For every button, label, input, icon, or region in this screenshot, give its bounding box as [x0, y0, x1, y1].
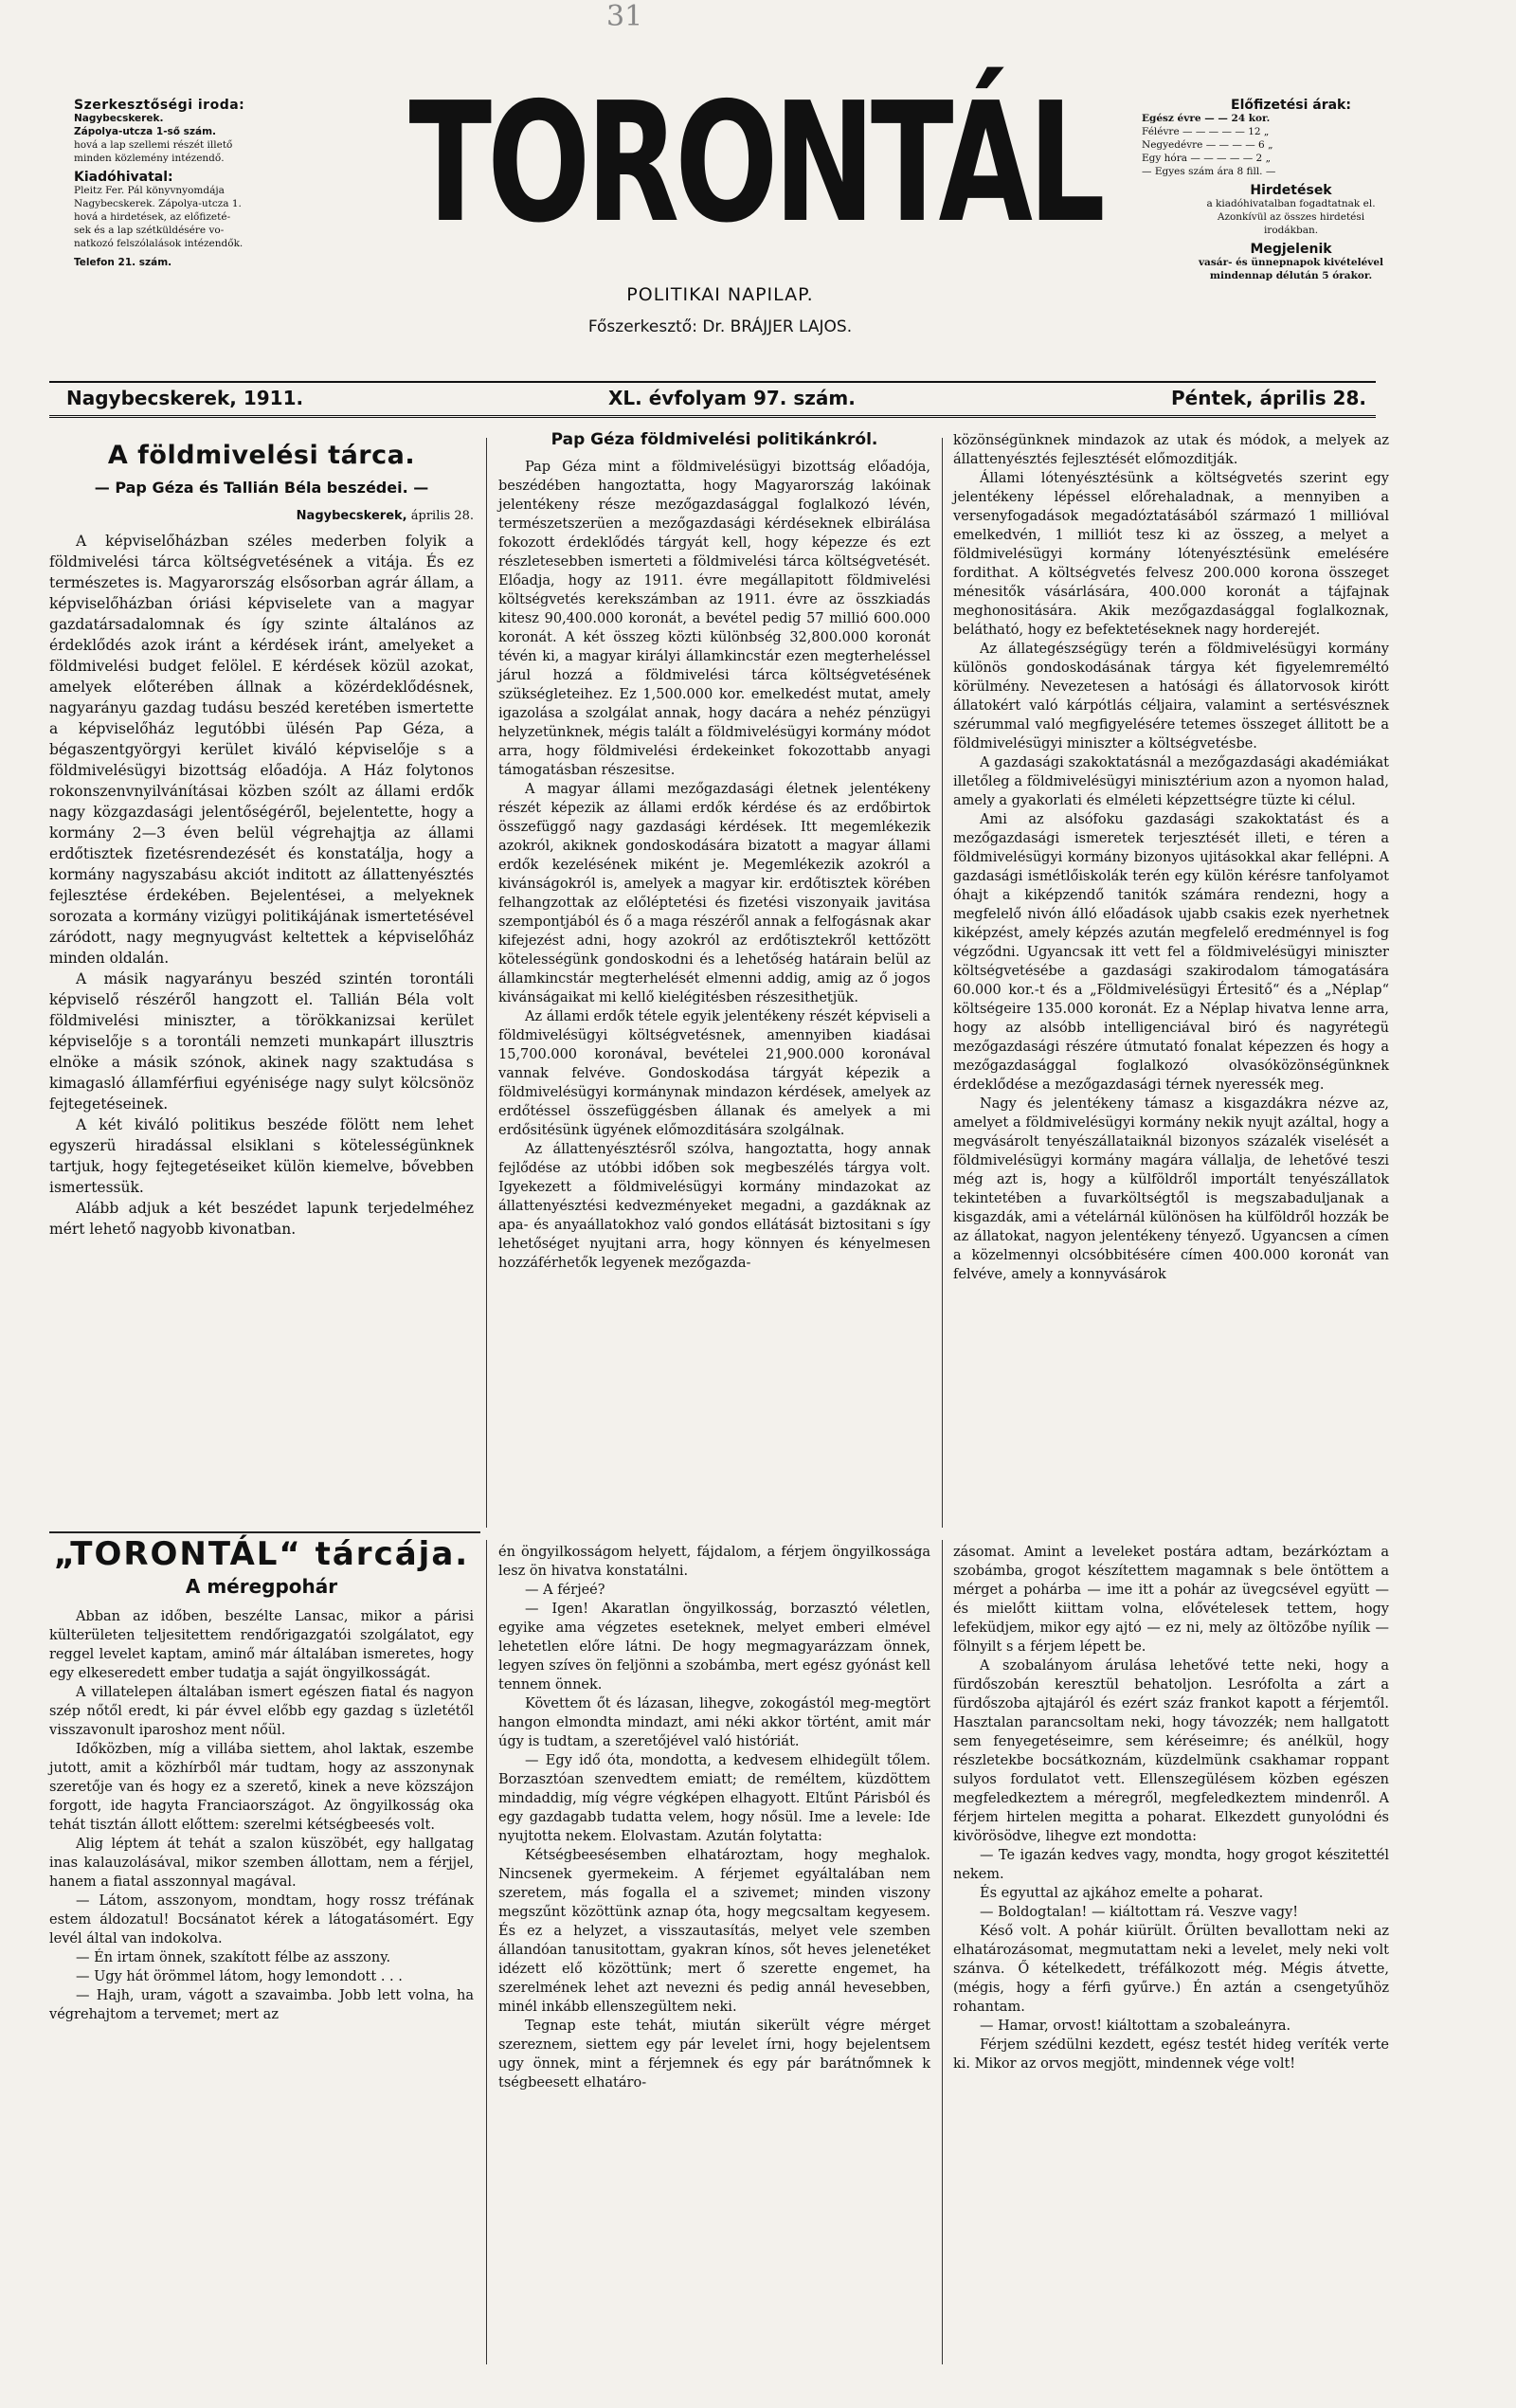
article-paragraph: Az állategészségügy terén a földmivelésügyi kormány különös gondoskodásának tárgya két figyelemreméltó körülmény. Nevezetesen a hatósági és állatorvosok kirótt állatokért való kárpótlás céljaira, valamint a sertésvésznek szérummal való megfigyelésére tetemes összeget állitott be a földmivelésügyi miniszter a költségvetésbe.	[953, 642, 1389, 751]
article-paragraph: Az állattenyésztésről szólva, hangoztatta, hogy annak fejlődése az utóbbi időben sok megbeszélés tárgya volt. Igyekezett a földmivelésügyi kormány mindazokat az állattenyésztési kedvezményeket megadni, a gazdáknak az apa- és anyaállatokhoz való gondos ellátását biztositani s így lehetőséget nyujtani arra, hogy könnyen és kényelmesen hozzáférhetők legyenek mezőgazda-	[498, 1142, 930, 1271]
feuilleton-paragraph: — Hamar, orvost! kiáltottam a szobaleányra.	[980, 2019, 1291, 2034]
dateline-place-year: Nagybecskerek, 1911.	[66, 387, 304, 409]
publisher-line: hová a hirdetések, az előfizeté-	[74, 211, 231, 223]
appears-line: mindennap délután 5 órakor.	[1209, 270, 1373, 281]
feuilleton-paragraph: És egyuttal az ajkához emelte a poharat.	[980, 1886, 1264, 1901]
article-2-title: Pap Géza földmivelési politikánkról.	[550, 430, 878, 449]
subscription-title: Előfizetési árak:	[1231, 98, 1351, 113]
feuilleton-column-3	[953, 1543, 1389, 2073]
article-column-3	[953, 431, 1389, 1284]
article-paragraph: Alább adjuk a két beszédet lapunk terjedelméhez mért lehető nagyobb kivonatban.	[49, 1200, 474, 1238]
feuilleton-paragraph: — Ugy hát örömmel látom, hogy lemondott . . .	[76, 1969, 403, 1984]
feuilleton-paragraph: Követtem őt és lázasan, lihegve, zokogástól meg-megtört hangon elmondta mindazt, ami néki akkor történt, amit már úgy is tudtam, a szeretőjével való históriát.	[498, 1696, 930, 1749]
feuilleton-paragraph: Kétségbeesésemben elhatároztam, hogy meghalok. Nincsenek gyermekeim. A férjemet egyáltalában nem szeretem, más fogalla el a szivemet; minden viszony megszűnt közöttünk aznap óta, hogy megcsaltam kegyesem. És ez a helyzet, a visszautasítás, melyet vele szemben állandóan tanusitottam, gyakran kínos, sőt heves jelenetéket idézett elő közöttünk; mert ő szerette engemet, ha szerelmének lehet azt nevezni és pedig annál hevesebben, minél inkább ellenszegültem neki.	[498, 1848, 930, 2015]
article-paragraph: A magyar állami mezőgazdasági életnek jelentékeny részét képezik az állami erdők kérdése és az erdőbirtok összefüggő nagy gazdasági kérdések. Itt megemlékezik azokról, akiknek gondoskodására bizatott a magyar állami erdők kezelésének miként je. Megemlékezik azokról a kivánságokról is, amelyek a magyar kir. erdőtisztek körében felhangzottak az előléptetési és fizetési viszonyaik javitása szempontjából és ő a maga részéről annak a felfogásnak akar kifejezést adni, hogy azokról az erdőtisztekről kettőzött kötelességünk gondoskodni és a lehetőség határain belül az államkincstár megterhelését elmenni addig, amig az ő jogos kivánságaikat mi kellő kielégitésben részesithetjük.	[498, 782, 930, 1005]
article-paragraph: A két kiváló politikus beszéde fölött nem lehet egyszerü hiradással elsiklani s kötelességünknek tartjuk, hogy fejtegetéseiket külön kiemelve, bővebben ismertessük.	[49, 1116, 474, 1196]
editorial-office-title: Szerkesztőségi iroda:	[74, 98, 245, 113]
feuilleton-paragraph: Időközben, míg a villába siettem, ahol laktak, eszembe jutott, amit a közhírből már tudtam, hogy az asszonynak szeretője van és hogy ez a szerető, kinek a neve közszájon forgott, ide hagyta Franciaországot. Az öngyilkosság oka tehát tisztán állott előttem: szerelmi kétségbeesés volt.	[49, 1742, 474, 1833]
editor-in-chief: Főszerkesztő: Dr. BRÁJJER LAJOS.	[587, 317, 853, 336]
editorial-line: minden közlemény intézendő.	[74, 153, 225, 164]
feuilleton-paragraph: — Te igazán kedves vagy, mondta, hogy grogot készitettél nekem.	[953, 1848, 1389, 1882]
feuilleton-paragraph: Tegnap este tehát, miután sikerült végre mérget szereznem, siettem egy pár levelet írni, hogy bejelentsem ugy önnek, mint a férjemnek és egy pár barátnőmnek k tségbeesett elhatáro-	[498, 2019, 930, 2091]
article-date: április 28.	[410, 509, 474, 523]
article-paragraph: Pap Géza mint a földmivelésügyi bizottság előadója, beszédében hangoztatta, hogy Magyarország lakóinak jelentékeny része mezőgazdasággal foglalkozó lévén, természetszerüen a mezőgazdasági kérdéseknek elbirálása fokozott érdeklődés tárgyát kell, hogy képezze és ezt részletesebben ismerteti a földmivelési tárca költségvetését. Előadja, hogy az 1911. évre megállapitott földmivelési költségvetés kerekszámban az 1911. évre az összkiadás kitesz 90,400.000 koronát, a bevétel pedig 57 millió 600.000 koronát. A két összeg közti különbség 32,800.000 koronát tévén ki, a magyar királyi államkincstár ezen megterheléssel járul hozzá a földmivelési tárca költségvetésének szükségleteihez. Ez 1,500.000 kor. emelkedést mutat, amely igazolása a szolgálat annak, hogy dacára a nehéz pénzügyi helyzetünknek, mégis talált a földmivelésügyi kormány módot arra, hogy földmivelési érdekeinket fokozottabb anyagi támogatásban részesitse.	[498, 460, 930, 778]
editorial-line: Zápolya-utcza 1-ső szám.	[74, 126, 217, 137]
editorial-line: hová a lap szellemi részét illető	[74, 139, 233, 151]
dateline-date: Péntek, április 28.	[1171, 387, 1366, 409]
article-paragraph: Nagy és jelentékeny támasz a kisgazdákra nézve az, amelyet a földmivelésügyi kormány nekik nyujt azáltal, hogy a megvásárolt tenyészállataiknál bizonyos százalék viselését a földmivelésügyi kormány magára vállalja, de lehetővé teszi még azt is, hogy a külföldről importált tenyészállatok tekintetében a fuvarköltségtől is megszabaduljanak a kisgazdák, ami a vételárnál különösen ha külföldről hozzák be az állatokat, nagyon jelentékeny tényező. Ugyancsen a címen a közelmennyi olcsóbbitésére címen 400.000 koronát van felvéve, amely a konnyvásárok	[953, 1096, 1389, 1282]
feuilleton-paragraph: — Látom, asszonyom, mondtam, hogy rossz tréfának estem áldozatul! Bocsánatot kérek a látogatásomért. Egy levél által van indokolva.	[49, 1893, 474, 1946]
appears-title: Megjelenik	[1250, 242, 1332, 257]
article-subtitle: — Pap Géza és Tallián Béla beszédei. —	[94, 479, 429, 497]
feuilleton-paragraph: Abban az időben, beszélte Lansac, mikor a párisi külterületen teljesitettem rendőrigazgatói szolgálatot, egy reggel levelet kaptam, aminő már általában ismeretes, hogy egy elkeseredett ember tudatja a saját öngyilkosságát.	[49, 1609, 474, 1681]
feuilleton-paragraph: A szobalányom árulása lehetővé tette neki, hogy a fürdőszobán keresztül behatoljon. Lesrófolta a zárt a fürdőszoba ajtajáról és ezért száz frankot kapott a férjemtől. Hasztalan parancsoltam neki, hogy távozzék; nem hallgatott sem fenyegetéseimre, sem kéréseimre; és anélkül, hogy részletekbe bocsátkoznám, küzdelmünk csakhamar roppant sulyos fordulatot vett. Ellenszegülésem közben egészen megfeledkeztem a méregről, megfeledkeztem mindenről. A férjem hirtelen megitta a poharat. Elkezdett gunyolódni és kivörösödve, lihegve ezt mondotta:	[953, 1658, 1389, 1844]
feuilleton-column-2	[498, 1543, 930, 2092]
ads-line: Azonkívül az összes hirdetési	[1217, 211, 1365, 223]
feuilleton-paragraph: — Igen! Akaratlan öngyilkosság, borzasztó véletlen, egyike ama végzetes eseteknek, melyet emberi elmével lehetetlen előre látni. De hogy megmagyarázzam önnek, legyen szíves ön feljönni a szobámba, mert egész gyónást kell tennem önnek.	[498, 1602, 930, 1693]
column-rule	[486, 438, 487, 1528]
feuilleton-paragraph: — A férjeé?	[525, 1583, 605, 1598]
article-title: A földmivelési tárca.	[107, 441, 416, 470]
dateline-issue: XL. évfolyam 97. szám.	[608, 387, 856, 409]
article-paragraph: közönségünknek mindazok az utak és módok, a melyek az állattenyésztés fejlesztését előmozditják.	[953, 433, 1389, 467]
feuilleton-header: „TORONTÁL“ tárcája.	[53, 1535, 470, 1573]
feuilleton-paragraph: Alig léptem át tehát a szalon küszöbét, egy hallgatag inas kalauzolásával, mikor szemben állottam, nem a férjjel, hanem a fiatal asszonnyal magával.	[49, 1837, 474, 1890]
column-rule	[942, 438, 943, 1528]
feuilleton-paragraph: — Boldogtalan! — kiáltottam rá. Veszve vagy!	[980, 1905, 1299, 1920]
publisher-office-title: Kiadóhivatal:	[74, 170, 173, 185]
feuilleton-paragraph: zásomat. Amint a leveleket postára adtam, bezárkóztam a szobámba, grogot készítettem magamnak s bele öntöttem a mérget a pohárba — ime itt a pohár az üvegcsével együtt — és mielőtt kiittam volna, elővételesek tettem, hogy lefeküdjem, mikor egy ajtó — ez ni, mely az öltözőbe nyílik — fölnyilt s a férjem lépett be.	[953, 1545, 1389, 1655]
masthead-subtitle: POLITIKAI NAPILAP.	[626, 284, 814, 305]
price-line: — Egyes szám ára 8 fill. —	[1142, 166, 1276, 177]
article-column-1	[49, 425, 474, 1240]
publisher-line: Pleitz Fer. Pál könyvnyomdája	[74, 185, 225, 196]
ads-line: irodákban.	[1263, 225, 1319, 236]
feuilleton-paragraph: A villatelepen általában ismert egészen fiatal és nagyon szép nőtől eredt, ki pár évvel előbb egy gazdag s üzletétől visszavonult iparoshoz ment nőül.	[49, 1685, 474, 1738]
publisher-line: sek és a lap szétküldésére vo-	[74, 225, 225, 236]
editorial-line: Nagybecskerek.	[74, 113, 164, 124]
column-rule	[942, 1540, 943, 2364]
phone-number: Telefon 21. szám.	[74, 257, 172, 268]
article-paragraph: Az állami erdők tétele egyik jelentékeny részét képviseli a földmivelésügyi költségvetésnek, amennyiben kiadásai 15,700.000 koronával, bevételei 21,900.000 koronával vannak felvéve. Gondoskodása tárgyát képezik a földmivelésügyi kormánynak mindazon kérdések, amelyek az erdőtéssel összefüggésben állanak és amelyek a mi erdősitésünk ügyének előmozditására szolgálnak.	[498, 1009, 930, 1138]
article-place: Nagybecskerek,	[296, 509, 407, 523]
appears-line: vasár- és ünnepnapok kivételével	[1198, 257, 1384, 268]
feuilleton-paragraph: — Egy idő óta, mondotta, a kedvesem elhidegült tőlem. Borzasztóan szenvedtem emiatt; de reméltem, küzdöttem mindaddig, míg végre végképen elhagyott. Eltűnt Párisból és egy gazdagabb tudatta velem, hogy nősül. Ime a levele: Ide nyujtotta nekem. Elolvastam. Azután folytatta:	[498, 1753, 930, 1844]
page-mark: 31	[606, 0, 643, 33]
feuilleton-paragraph: én öngyilkosságom helyett, fájdalom, a férjem öngyilkossága lesz ön hivatva konstatálni.	[498, 1545, 930, 1579]
price-line: Félévre — — — — — 12 „	[1142, 126, 1270, 137]
article-paragraph: Ami az alsófoku gazdasági szakoktatást és a mezőgazdasági ismeretek terjesztését illeti, e téren a földmivelésügyi kormány bizonyos ujitásokkal akar fellépni. A gazdasági ismétlőiskolák terén egy külön kérésre tanfolyamot óhajt a kiképzendő tanitók számára rendezni, hogy a megfelelő nivón álló előadások ujabb csakis ezek nyerhetnek kiképzést, amely képzés azután megfelelő eredménnyel is fog végződni. Ugyancsak itt vett fel a földmivelésügyi miniszter költségvetésébe a gazdasági szakirodalom támogatására 60.000 kor.-t és a „Földmivelésügyi Értesitő“ és a „Néplap“ költségeire 135.000 koronát. Ez a Néplap hivatva lenne arra, hogy az alsóbb intelligenciával biró és nagyrétegü mezőgazdasági részére útmutató fonalat képezzen és hogy a mezőgazdasággal foglalkozó olvasóközönségünknek érdeklődése a mezőgazdasági térnek nyeressék meg.	[953, 812, 1389, 1093]
subscription-box	[1142, 99, 1440, 282]
article-dateline	[49, 506, 474, 527]
ads-line: a kiadóhivatalban fogadtatnak el.	[1206, 198, 1376, 209]
price-line: Negyedévre — — — — 6 „	[1142, 139, 1273, 151]
article-paragraph: A képviselőházban széles mederben folyik a földmivelési tárca költségvetésének a vitája. És ez természetes is. Magyarország elsősorban agrár állam, a képviselőházban óriási képviselete van a magyar gazdatársadalomnak és így szinte általános az érdeklődés azok iránt a kérdések iránt, amelyeket a földmivelési budget felölel. E kérdések közül azokat, amelyek előterében állnak a közérdeklődésnek, nagyarányu gazdag tudásu beszéd keretében ismertette a képviselőház legutóbbi ülésén Pap Géza, a bégaszentgyörgyi kerület kiváló képviselője s a földmivelésügyi bizottság előadója. A Ház folytonos rokonszenvnyilvánításai közben szólt az állami erdők nagy közgazdasági jelentőségéről, bejelentette, hogy a kormány 2—3 éven belül végrehajtja az állami erdőtisztek fizetésrendezését és konstatálja, hogy a kormány nagyszabásu akciót inditott az állattenyésztés fejlesztése érdekében. Bejelentései, a melyeknek sorozata a kormány vizügyi politikájának ismertetésével záródott, nagy megnyugvást keltettek a képviselőház minden oldalán.	[49, 533, 474, 967]
article-paragraph: A gazdasági szakoktatásnál a mezőgazdasági akadémiákat illetőleg a földmivelésügyi minisztérium azon a nyomon halad, amely a gyakorlati és elméleti képzettségre tüzte ki célul.	[953, 755, 1389, 808]
column-rule	[486, 1540, 487, 2364]
article-paragraph: A másik nagyarányu beszéd szintén torontáli képviselő részéről hangzott el. Tallián Béla volt földmivelési miniszter, a törökkanizsai kerület képviselője s a torontáli nemzeti munkapárt illusztris elnöke a másik szónok, akinek nagy szaktudása s kimagasló államférfiui egyénisége nagy sulyt kölcsönöz fejtegetéseinek.	[49, 970, 474, 1113]
publisher-line: natkozó felszólalások intézendők.	[74, 238, 244, 249]
feuilleton-title: A méregpohár	[185, 1575, 338, 1598]
feuilleton-paragraph: — Én irtam önnek, szakított félbe az asszony.	[76, 1950, 391, 1965]
editorial-office-box	[74, 99, 349, 269]
masthead-title: TORONTÁL	[408, 67, 1101, 260]
ads-title: Hirdetések	[1250, 183, 1332, 198]
dateline-bar	[49, 381, 1376, 418]
publisher-line: Nagybecskerek. Zápolya-utcza 1.	[74, 198, 242, 209]
feuilleton-rule	[49, 1531, 480, 1533]
price-line: Egész évre — — 24 kor.	[1142, 113, 1271, 124]
article-paragraph: Állami lótenyésztésünk a költségvetés szerint egy jelentékeny lépéssel előrehaladnak, a mennyiben a versenyfogadások megadóztatásából származó 1 millióval emelkedvén, 1 milliót tesz ki az összeg, a melyet a földmivelésügyi kormány lótenyésztésünk emelésére fordithat. A költségvetés felvesz 200.000 korona összeget ménesitők vásárlására, 400.000 koronát a tájfajnak meghonositására. Akik mezőgazdasággal foglalkoznak, belátható, hogy ez befektetéseknek nagy horderejét.	[953, 471, 1389, 638]
feuilleton-paragraph: Késő volt. A pohár kiürült. Őrülten bevallottam neki az elhatározásomat, megmutattam neki a levelet, mely neki volt szánva. Ő kételkedett, tréfálkozott még. Mégis átvette, (mégis, hogy a férfi gyűrve.) Én aztán a csengetyűhöz rohantam.	[953, 1924, 1389, 2015]
feuilleton-column-1	[49, 1537, 474, 2024]
article-column-2	[498, 425, 930, 1273]
price-line: Egy hóra — — — — — 2 „	[1142, 153, 1272, 164]
feuilleton-paragraph: Férjem szédülni kezdett, egész testét hideg veríték verte ki. Mikor az orvos megjött, mindennek vége volt!	[953, 2037, 1389, 2072]
feuilleton-paragraph: — Hajh, uram, vágott a szavaimba. Jobb lett volna, ha végrehajtom a tervemet; mert az	[49, 1988, 474, 2022]
